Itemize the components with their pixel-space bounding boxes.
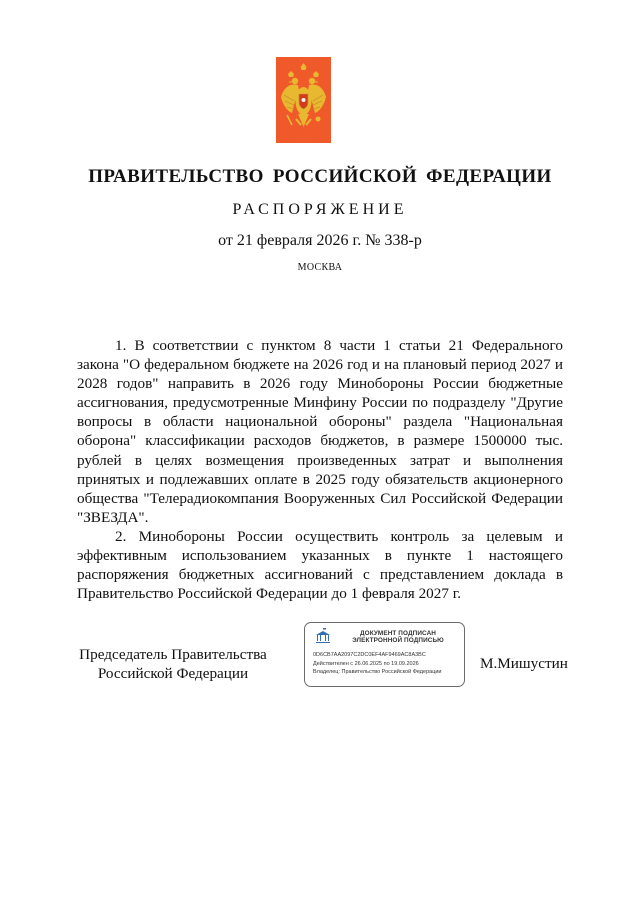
stamp-heading-line-1: ДОКУМЕНТ ПОДПИСАН (359, 630, 437, 637)
document-city: МОСКВА (297, 262, 343, 273)
stamp-heading (335, 630, 461, 645)
paragraph-1: 1. В соответствии с пунктом 8 части 1 статьи 21 Федерального закона "О федеральном бюджете на 2026 год и на плановый период 2027 и 2028 годов" направить в 2026 году Минобороны России бюджетные ассигнования, предусмотренные Минфину России по подразделу "Другие вопросы в области национальной обороны" раздела "Национальная оборона" классификации расходов бюджетов, в размере 1500000 тыс. рублей в целях возмещения произведенных затрат и выполнения принятых и подлежавших оплате в 2025 году обязательств акционерного общества "Телерадиокомпания Вооруженных Сил Российской Федерации "ЗВЕЗДА". (77, 337, 563, 526)
document-type: РАСПОРЯЖЕНИЕ (232, 201, 408, 218)
signer-title-line-2: Российской Федерации (97, 665, 249, 682)
stamp-owner: Владелец: Правительство Российской Федерации (313, 669, 442, 675)
paragraph-2: 2. Минобороны России осуществить контроль за целевым и эффективным использованием указанных в пункте 1 настоящего распоряжения бюджетных ассигнований с представлением доклада в Правительство Российской Федерации до 1 февраля 2027 г. (77, 527, 563, 603)
signer-name: М.Мишустин (480, 655, 568, 672)
stamp-validity: Действителен с 26.06.2025 по 19.09.2026 (313, 661, 419, 667)
signer-title (60, 645, 286, 683)
russian-coat-of-arms-icon (276, 57, 331, 143)
document-body (77, 336, 563, 603)
government-building-icon (313, 628, 333, 644)
document-date-number: от 21 февраля 2026 г. № 338-р (218, 232, 422, 249)
stamp-heading-line-2: ЭЛЕКТРОННОЙ ПОДПИСЬЮ (352, 637, 444, 645)
government-title: ПРАВИТЕЛЬСТВО РОССИЙСКОЙ ФЕДЕРАЦИИ (88, 166, 552, 187)
electronic-signature-stamp (304, 622, 465, 687)
stamp-certificate: 0D6CB7AA2097C2DC0EF4AF9469AC8A3BC (313, 652, 426, 658)
signer-title-line-1: Председатель Правительства (79, 646, 267, 663)
